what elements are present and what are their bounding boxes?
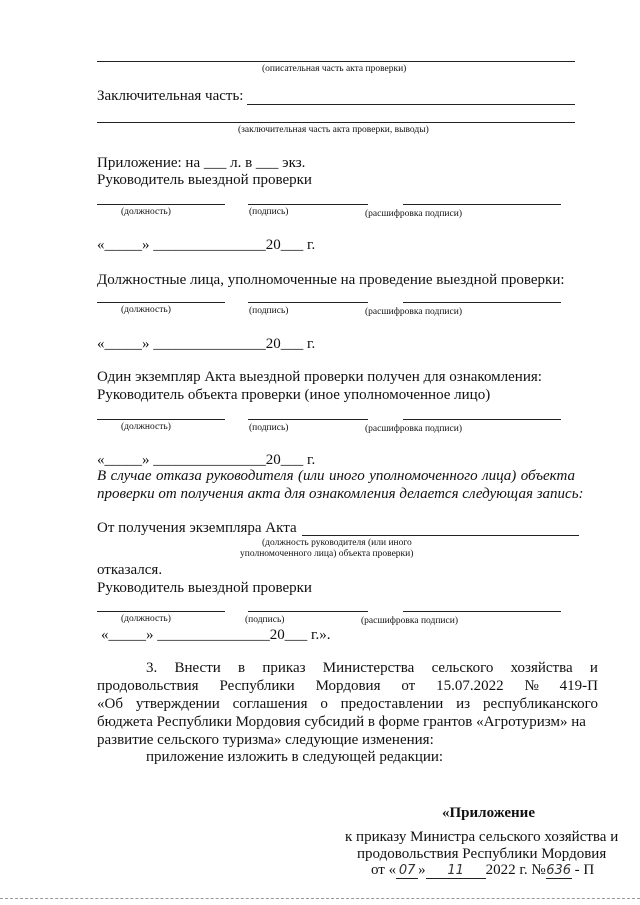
sig2-signature-line xyxy=(248,302,368,303)
sig1-position-line xyxy=(97,204,225,205)
item3-word: хозяйства xyxy=(510,660,573,676)
item3-word: 419-П xyxy=(559,678,598,694)
receipt-refusal-field xyxy=(302,535,579,536)
date-line-1: «_____» _______________20___ г. xyxy=(97,237,316,253)
item3-line3 xyxy=(97,696,598,713)
final-part-label: Заключительная часть: xyxy=(97,88,244,104)
sig3-position-line xyxy=(97,419,225,420)
item3-word: предоставлении xyxy=(340,696,444,712)
descriptive-underline xyxy=(97,61,575,62)
appendix-to-order: к приказу Министра сельского хозяйства и xyxy=(345,829,619,845)
sig4-decoding-caption: (расшифровка подписи) xyxy=(361,616,458,626)
sig4-decoding-line xyxy=(403,611,561,612)
final-part-underline xyxy=(97,122,575,123)
sig3-decoding-caption: (расшифровка подписи) xyxy=(365,424,462,434)
appendix-year: 2022 г. № xyxy=(485,862,546,878)
sig1-position-caption: (должность) xyxy=(121,207,171,217)
refusal-note-line1: В случае отказа руководителя (или иного уполномоченного лица) объекта xyxy=(97,468,575,484)
appendix-title: «Приложение xyxy=(442,805,535,821)
item3-word: в xyxy=(238,660,246,676)
item3-word: № xyxy=(524,678,539,694)
item3-word: из xyxy=(456,696,471,712)
descriptive-caption: (описательная часть акта проверки) xyxy=(262,64,407,74)
receipt-caption-1: (должность руководителя (или иного xyxy=(262,538,412,548)
sig3-decoding-line xyxy=(403,419,561,420)
head-inspection-label: Руководитель выездной проверки xyxy=(97,172,312,188)
date-line-final: «_____» _______________20___ г.». xyxy=(101,627,331,643)
appendix-from: от « xyxy=(371,862,397,878)
item3-word: о xyxy=(320,696,328,712)
sig3-position-caption: (должность) xyxy=(121,422,171,432)
item3-line1 xyxy=(146,660,598,677)
item3-word: соглашения xyxy=(232,696,308,712)
officials-label: Должностные лица, уполномоченные на проведение выездной проверки: xyxy=(97,272,565,288)
appendix-date-line xyxy=(371,862,594,879)
refused-text: отказался. xyxy=(97,562,163,578)
sig2-position-line xyxy=(97,302,225,303)
sig4-signature-caption: (подпись) xyxy=(245,615,285,625)
item3-word: утверждении xyxy=(135,696,220,712)
item3-word: Внести xyxy=(174,660,221,676)
sig1-decoding-caption: (расшифровка подписи) xyxy=(365,209,462,219)
item3-word: сельского xyxy=(431,660,494,676)
sig2-decoding-line xyxy=(403,302,561,303)
sig1-signature-line xyxy=(248,204,368,205)
item3-word: 15.07.2022 xyxy=(436,678,504,694)
receipt-caption-2: уполномоченного лица) объекта проверки) xyxy=(240,549,414,559)
item3-word: продовольствия xyxy=(97,678,199,694)
item3-word: 3. xyxy=(146,660,158,676)
item3-word: и xyxy=(589,660,598,676)
item3-word: приказ xyxy=(262,660,306,676)
final-part-caption: (заключительная часть акта проверки, выводы) xyxy=(238,125,429,135)
item3-line4: бюджета Республики Мордовия субсидий в форме грантов «Агротуризм» на xyxy=(97,714,586,730)
sig2-signature-caption: (подпись) xyxy=(249,306,289,316)
sig1-decoding-line xyxy=(403,204,561,205)
appendix-ministry: продовольствия Республики Мордовия xyxy=(357,846,607,862)
head-inspection-label-2: Руководитель выездной проверки xyxy=(97,580,312,596)
date-line-2: «_____» _______________20___ г. xyxy=(97,336,316,352)
receipt-refusal-label: От получения экземпляра Акта xyxy=(97,520,297,536)
item3-word: Министерства xyxy=(322,660,415,676)
item3-word: Мордовия xyxy=(315,678,381,694)
date-line-3: «_____» _______________20___ г. xyxy=(97,452,316,468)
sig4-position-caption: (должность) xyxy=(121,614,171,624)
copy-received-label: Один экземпляр Акта выездной проверки получен для ознакомления: xyxy=(97,369,542,385)
attachment-line: Приложение: на ___ л. в ___ экз. xyxy=(97,155,306,171)
item3-word: «Об xyxy=(97,696,123,712)
appendix-number: 636 xyxy=(546,863,572,878)
appendix-month: 11 xyxy=(426,863,486,879)
sig4-signature-line xyxy=(248,611,368,612)
sig3-signature-line xyxy=(248,419,368,420)
item3-word: республиканского xyxy=(482,696,598,712)
sig3-signature-caption: (подпись) xyxy=(249,423,289,433)
final-part-field xyxy=(247,104,575,105)
item3-word: Республики xyxy=(219,678,295,694)
appendix-instruction: приложение изложить в следующей редакции: xyxy=(146,749,444,765)
appendix-sep: » xyxy=(418,862,426,878)
appendix-suffix: - П xyxy=(574,862,595,878)
sig1-signature-caption: (подпись) xyxy=(249,207,289,217)
sig4-position-line xyxy=(97,611,225,612)
object-head-label: Руководитель объекта проверки (иное уполномоченное лицо) xyxy=(97,387,491,403)
sig2-decoding-caption: (расшифровка подписи) xyxy=(365,307,462,317)
refusal-note-line2: проверки от получения акта для ознакомления делается следующая запись: xyxy=(97,486,584,502)
item3-word: от xyxy=(401,678,416,694)
sig2-position-caption: (должность) xyxy=(121,305,171,315)
appendix-day: 07 xyxy=(396,863,418,879)
item3-line2 xyxy=(97,678,598,695)
item3-line5: развитие сельского туризма» следующие изменения: xyxy=(97,732,434,748)
page-bottom-separator xyxy=(0,898,640,899)
